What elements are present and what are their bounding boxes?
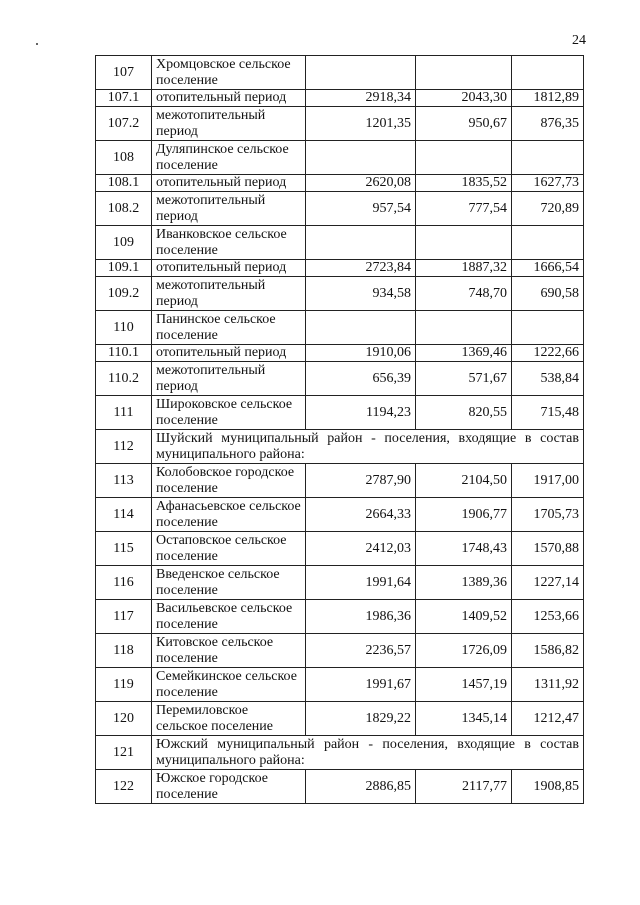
table-row (96, 175, 584, 192)
table-row (96, 107, 584, 141)
value-col-3: 690,58 (512, 277, 584, 311)
value-col-1: 2886,85 (306, 770, 416, 804)
table-row (96, 345, 584, 362)
table-row (96, 192, 584, 226)
value-col-3: 1666,54 (512, 260, 584, 277)
table-row (96, 770, 584, 804)
value-col-1: 2620,08 (306, 175, 416, 192)
value-col-2: 777,54 (416, 192, 512, 226)
table-row (96, 260, 584, 277)
table-body (96, 56, 584, 804)
row-number: 118 (96, 634, 152, 668)
row-label: отопительный период (152, 90, 306, 107)
value-col-2: 748,70 (416, 277, 512, 311)
value-col-3 (512, 311, 584, 345)
value-col-2: 1389,36 (416, 566, 512, 600)
value-col-2: 1835,52 (416, 175, 512, 192)
value-col-1: 1201,35 (306, 107, 416, 141)
value-col-1: 1194,23 (306, 396, 416, 430)
table-row (96, 702, 584, 736)
row-number: 110.1 (96, 345, 152, 362)
value-col-3: 1812,89 (512, 90, 584, 107)
value-col-3 (512, 141, 584, 175)
value-col-2 (416, 311, 512, 345)
table-row (96, 226, 584, 260)
value-col-3: 538,84 (512, 362, 584, 396)
table-row (96, 362, 584, 396)
row-label: межотопительный период (152, 277, 306, 311)
row-number: 115 (96, 532, 152, 566)
value-col-3 (512, 226, 584, 260)
row-number: 109.1 (96, 260, 152, 277)
row-label: Введенское сельское поселение (152, 566, 306, 600)
table-row (96, 668, 584, 702)
value-col-2: 1906,77 (416, 498, 512, 532)
value-col-1: 934,58 (306, 277, 416, 311)
value-col-1 (306, 226, 416, 260)
row-label: Семейкинское сельское поселение (152, 668, 306, 702)
value-col-2: 1369,46 (416, 345, 512, 362)
value-col-2: 571,67 (416, 362, 512, 396)
scan-dot (36, 43, 38, 45)
table-row (96, 634, 584, 668)
value-col-1: 2723,84 (306, 260, 416, 277)
row-label: Южское городское поселение (152, 770, 306, 804)
value-col-2: 1748,43 (416, 532, 512, 566)
row-label: Иванковское сельское поселение (152, 226, 306, 260)
row-number: 107.2 (96, 107, 152, 141)
table-row (96, 311, 584, 345)
row-number: 108.1 (96, 175, 152, 192)
district-heading: Шуйский муниципальный район - поселения, входящие в состав муниципального района: (152, 430, 584, 464)
row-label: Широковское сельское поселение (152, 396, 306, 430)
value-col-2: 1345,14 (416, 702, 512, 736)
row-number: 114 (96, 498, 152, 532)
row-number: 107 (96, 56, 152, 90)
row-number: 108 (96, 141, 152, 175)
row-label: Перемиловское сельское поселение (152, 702, 306, 736)
row-label: Панинское сельское поселение (152, 311, 306, 345)
value-col-3: 876,35 (512, 107, 584, 141)
table-row (96, 566, 584, 600)
value-col-3: 1227,14 (512, 566, 584, 600)
row-label: межотопительный период (152, 362, 306, 396)
value-col-3 (512, 56, 584, 90)
row-number: 119 (96, 668, 152, 702)
row-label: Васильевское сельское поселение (152, 600, 306, 634)
value-col-3: 1212,47 (512, 702, 584, 736)
value-col-3: 1908,85 (512, 770, 584, 804)
row-label: Колобовское городское поселение (152, 464, 306, 498)
value-col-1: 656,39 (306, 362, 416, 396)
table-row (96, 56, 584, 90)
value-col-1 (306, 141, 416, 175)
value-col-2: 1726,09 (416, 634, 512, 668)
row-label: отопительный период (152, 345, 306, 362)
value-col-3: 1311,92 (512, 668, 584, 702)
row-number: 110 (96, 311, 152, 345)
table-row (96, 141, 584, 175)
value-col-1: 1986,36 (306, 600, 416, 634)
value-col-3: 1570,88 (512, 532, 584, 566)
tariff-table (95, 55, 584, 804)
value-col-2: 2104,50 (416, 464, 512, 498)
value-col-2 (416, 226, 512, 260)
table-row (96, 90, 584, 107)
value-col-1 (306, 56, 416, 90)
value-col-3: 720,89 (512, 192, 584, 226)
row-label: отопительный период (152, 175, 306, 192)
row-number: 107.1 (96, 90, 152, 107)
row-number: 116 (96, 566, 152, 600)
table-row (96, 396, 584, 430)
row-label: межотопительный период (152, 192, 306, 226)
value-col-1: 2918,34 (306, 90, 416, 107)
value-col-3: 1253,66 (512, 600, 584, 634)
value-col-1: 1910,06 (306, 345, 416, 362)
row-number: 112 (96, 430, 152, 464)
row-number: 121 (96, 736, 152, 770)
value-col-2: 2117,77 (416, 770, 512, 804)
value-col-2: 1409,52 (416, 600, 512, 634)
value-col-3: 1222,66 (512, 345, 584, 362)
value-col-2: 1457,19 (416, 668, 512, 702)
table-row (96, 464, 584, 498)
value-col-1: 2664,33 (306, 498, 416, 532)
value-col-1: 2412,03 (306, 532, 416, 566)
value-col-3: 1917,00 (512, 464, 584, 498)
row-number: 108.2 (96, 192, 152, 226)
district-heading: Южский муниципальный район - поселения, входящие в состав муниципального района: (152, 736, 584, 770)
value-col-2: 950,67 (416, 107, 512, 141)
value-col-1: 1829,22 (306, 702, 416, 736)
row-label: отопительный период (152, 260, 306, 277)
value-col-2 (416, 141, 512, 175)
value-col-3: 715,48 (512, 396, 584, 430)
row-number: 120 (96, 702, 152, 736)
value-col-3: 1586,82 (512, 634, 584, 668)
page-number: 24 (572, 33, 586, 48)
value-col-2 (416, 56, 512, 90)
row-label: межотопительный период (152, 107, 306, 141)
row-number: 113 (96, 464, 152, 498)
table-row (96, 430, 584, 464)
row-label: Хромцовское сельское поселение (152, 56, 306, 90)
value-col-1: 2236,57 (306, 634, 416, 668)
row-label: Остаповское сельское поселение (152, 532, 306, 566)
row-label: Дуляпинское сельское поселение (152, 141, 306, 175)
value-col-1 (306, 311, 416, 345)
row-number: 122 (96, 770, 152, 804)
value-col-1: 1991,67 (306, 668, 416, 702)
value-col-1: 2787,90 (306, 464, 416, 498)
table-row (96, 277, 584, 311)
row-label: Китовское сельское поселение (152, 634, 306, 668)
table-row (96, 600, 584, 634)
value-col-3: 1705,73 (512, 498, 584, 532)
value-col-1: 957,54 (306, 192, 416, 226)
table-row (96, 498, 584, 532)
row-number: 109.2 (96, 277, 152, 311)
row-label: Афанасьевское сельское поселение (152, 498, 306, 532)
value-col-2: 820,55 (416, 396, 512, 430)
table-row (96, 736, 584, 770)
table-row (96, 532, 584, 566)
row-number: 111 (96, 396, 152, 430)
row-number: 109 (96, 226, 152, 260)
value-col-3: 1627,73 (512, 175, 584, 192)
value-col-1: 1991,64 (306, 566, 416, 600)
value-col-2: 1887,32 (416, 260, 512, 277)
row-number: 110.2 (96, 362, 152, 396)
row-number: 117 (96, 600, 152, 634)
value-col-2: 2043,30 (416, 90, 512, 107)
